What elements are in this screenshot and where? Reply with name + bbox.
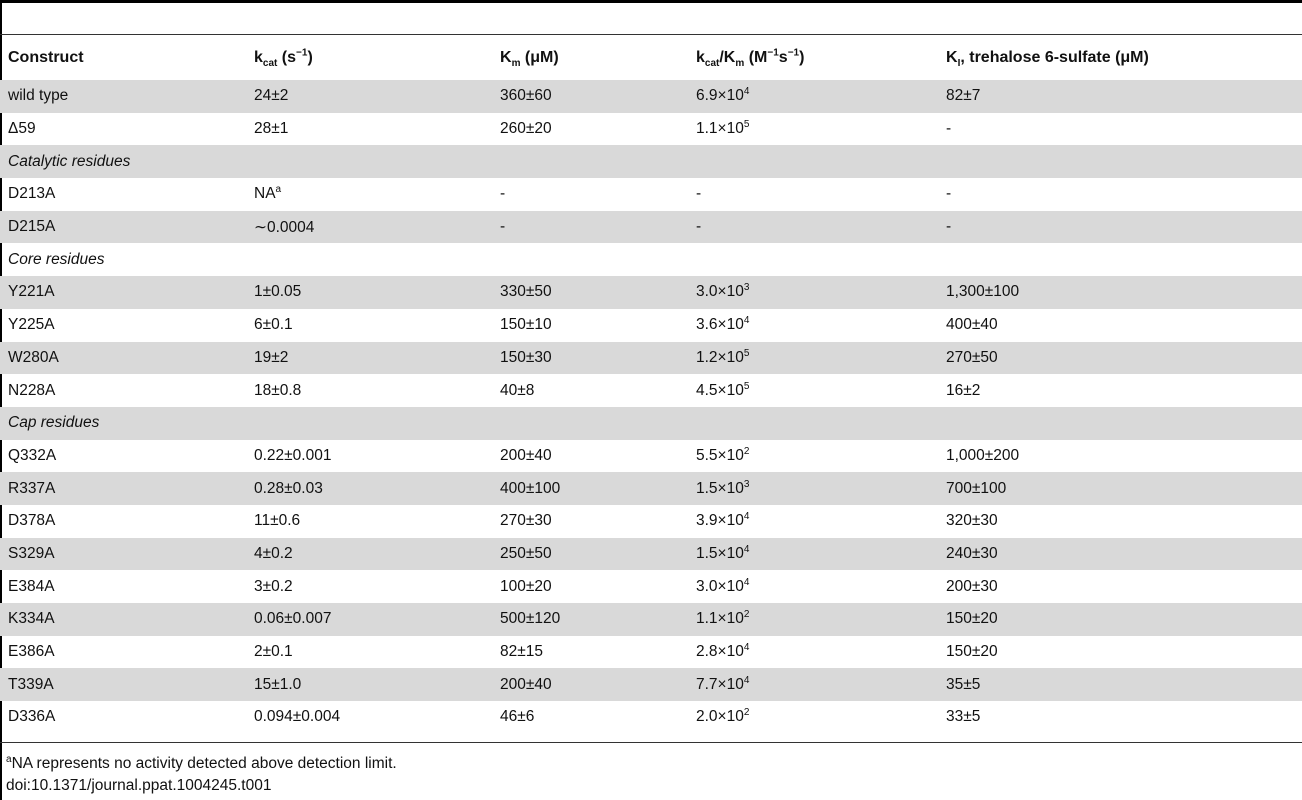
cell-kcat-km: - (696, 185, 702, 203)
section-label: Cap residues (0, 407, 1302, 440)
table-bottom-rule (0, 742, 1302, 743)
cell-construct: S329A (0, 538, 246, 571)
table-row (0, 309, 1302, 342)
cell-ki: - (938, 211, 1302, 244)
cell-kcat-km: $1.1\times 10^2$ (688, 603, 938, 636)
table-row (0, 440, 1302, 473)
cell-construct: D215A (0, 211, 246, 244)
cell-km: 270±30 (500, 512, 552, 530)
top-border-rule (0, 0, 1302, 3)
cell-ki: 240±30 (938, 538, 1302, 571)
table-row (0, 211, 1302, 244)
table-row (0, 603, 1302, 636)
table-row (0, 668, 1302, 701)
header-construct: Construct (8, 48, 84, 66)
table-row (0, 342, 1302, 375)
cell-construct: T339A (0, 668, 246, 701)
cell-ki: 16±2 (946, 381, 981, 399)
cell-construct: D378A (8, 512, 56, 530)
cell-kcat: 0.094±0.004 (254, 708, 341, 726)
cell-km: 260±20 (500, 120, 552, 138)
header-km: $K_m$ (μM) (500, 48, 559, 69)
cell-kcat-km: $1.1\times 10^5$ (696, 118, 750, 138)
cell-kcat-km: $5.5\times 10^2$ (696, 445, 750, 464)
cell-construct: Q332A (8, 446, 57, 464)
table-row (0, 505, 1302, 538)
cell-km: 40±8 (500, 381, 535, 399)
header-kcat-km: $k_{cat}/K_m$ $(M^{-1}s^{-1})$ (696, 47, 805, 69)
cell-kcat: 18±0.8 (254, 381, 302, 399)
cell-construct: W280A (0, 342, 246, 375)
cell-kcat: 0.22±0.001 (254, 446, 332, 464)
table-footnote: $^a$NA represents no activity detected above detection limit. (6, 753, 397, 772)
cell-kcat-km: $2.8\times 10^4$ (696, 641, 750, 661)
cell-kcat-km: $2.0\times 10^2$ (696, 707, 750, 726)
table-row (0, 701, 1302, 734)
cell-construct: K334A (0, 603, 246, 636)
cell-kcat: 3±0.2 (254, 577, 293, 595)
cell-ki: 150±20 (938, 603, 1302, 636)
table-row (0, 636, 1302, 669)
cell-kcat: 15±1.0 (246, 668, 492, 701)
cell-kcat-km: $3.0\times 10^4$ (696, 576, 750, 595)
cell-km: 500±120 (492, 603, 688, 636)
cell-kcat-km: $3.9\times 10^4$ (696, 511, 750, 530)
cell-construct: E386A (8, 643, 55, 661)
cell-ki: 35±5 (938, 668, 1302, 701)
table-row (0, 113, 1302, 146)
cell-kcat: 4±0.2 (246, 538, 492, 571)
cell-km: 46±6 (500, 708, 535, 726)
cell-km: 150±10 (500, 316, 552, 334)
cell-ki: 1,000±200 (946, 446, 1020, 464)
cell-construct: D213A (8, 185, 56, 203)
cell-kcat-km: $7.7\times 10^4$ (688, 668, 938, 701)
cell-ki: 320±30 (946, 512, 998, 530)
cell-kcat-km: $3.6\times 10^4$ (696, 315, 750, 334)
table-body (0, 80, 1302, 734)
cell-kcat: 1±0.05 (246, 276, 492, 309)
table-row (0, 538, 1302, 571)
cell-ki: - (946, 185, 952, 203)
cell-kcat: 6±0.1 (254, 316, 293, 334)
doi-text: doi:10.1371/journal.ppat.1004245.t001 (6, 777, 272, 794)
cell-kcat: 28±1 (254, 120, 289, 138)
cell-ki: 200±30 (946, 577, 998, 595)
section-header-row (0, 145, 1302, 178)
cell-kcat: ∼0.0004 (246, 211, 492, 244)
kinetics-table (0, 35, 1302, 734)
cell-kcat: $NA^a$ (254, 184, 282, 203)
cell-ki: 1,300±100 (938, 276, 1302, 309)
cell-kcat: 11±0.6 (254, 512, 301, 530)
table-row (0, 472, 1302, 505)
cell-kcat-km: $1.5\times 10^3$ (688, 472, 938, 505)
cell-ki: 33±5 (946, 708, 981, 726)
section-header-row (0, 243, 1302, 276)
cell-ki: 700±100 (938, 472, 1302, 505)
cell-construct: R337A (0, 472, 246, 505)
cell-km: 330±50 (492, 276, 688, 309)
cell-ki: 270±50 (938, 342, 1302, 375)
cell-kcat-km: $3.0\times 10^3$ (688, 276, 938, 309)
cell-km: 200±40 (492, 668, 688, 701)
cell-kcat: 19±2 (246, 342, 492, 375)
cell-construct: Y221A (0, 276, 246, 309)
table-row (0, 276, 1302, 309)
cell-kcat-km: $1.5\times 10^4$ (688, 538, 938, 571)
cell-ki: 400±40 (946, 316, 998, 334)
cell-construct: E384A (8, 577, 55, 595)
cell-kcat-km: $4.5\times 10^5$ (696, 380, 750, 399)
cell-construct: N228A (8, 381, 56, 399)
section-label: Core residues (8, 250, 105, 268)
section-header-row (0, 407, 1302, 440)
cell-kcat-km: $1.2\times 10^5$ (688, 342, 938, 375)
cell-km: - (500, 185, 506, 203)
cell-kcat-km: $6.9\times 10^4$ (688, 80, 938, 113)
cell-kcat: 0.28±0.03 (246, 472, 492, 505)
cell-construct: Y225A (8, 316, 55, 334)
cell-km: 100±20 (500, 577, 552, 595)
table-row (0, 80, 1302, 113)
cell-kcat: 24±2 (246, 80, 492, 113)
cell-km: 250±50 (492, 538, 688, 571)
header-ki: $K_I$, trehalose 6-sulfate (μM) (946, 48, 1149, 69)
cell-kcat: 0.06±0.007 (246, 603, 492, 636)
cell-construct: wild type (0, 80, 246, 113)
cell-ki: - (946, 120, 952, 138)
cell-kcat-km: - (688, 211, 938, 244)
cell-kcat: 2±0.1 (254, 643, 293, 661)
section-label: Catalytic residues (0, 145, 1302, 178)
cell-construct: Δ59 (8, 120, 36, 138)
table-row (0, 570, 1302, 603)
header-kcat: $k_{cat}$ $(s^{-1})$ (254, 47, 313, 69)
cell-km: 150±30 (492, 342, 688, 375)
cell-construct: D336A (8, 708, 56, 726)
cell-km: - (492, 211, 688, 244)
table-row (0, 374, 1302, 407)
cell-km: 200±40 (500, 446, 552, 464)
table-header-row (0, 35, 1302, 80)
table-row (0, 178, 1302, 211)
cell-ki: 82±7 (938, 80, 1302, 113)
cell-km: 400±100 (492, 472, 688, 505)
cell-km: 82±15 (500, 643, 543, 661)
cell-ki: 150±20 (946, 643, 998, 661)
cell-km: 360±60 (492, 80, 688, 113)
